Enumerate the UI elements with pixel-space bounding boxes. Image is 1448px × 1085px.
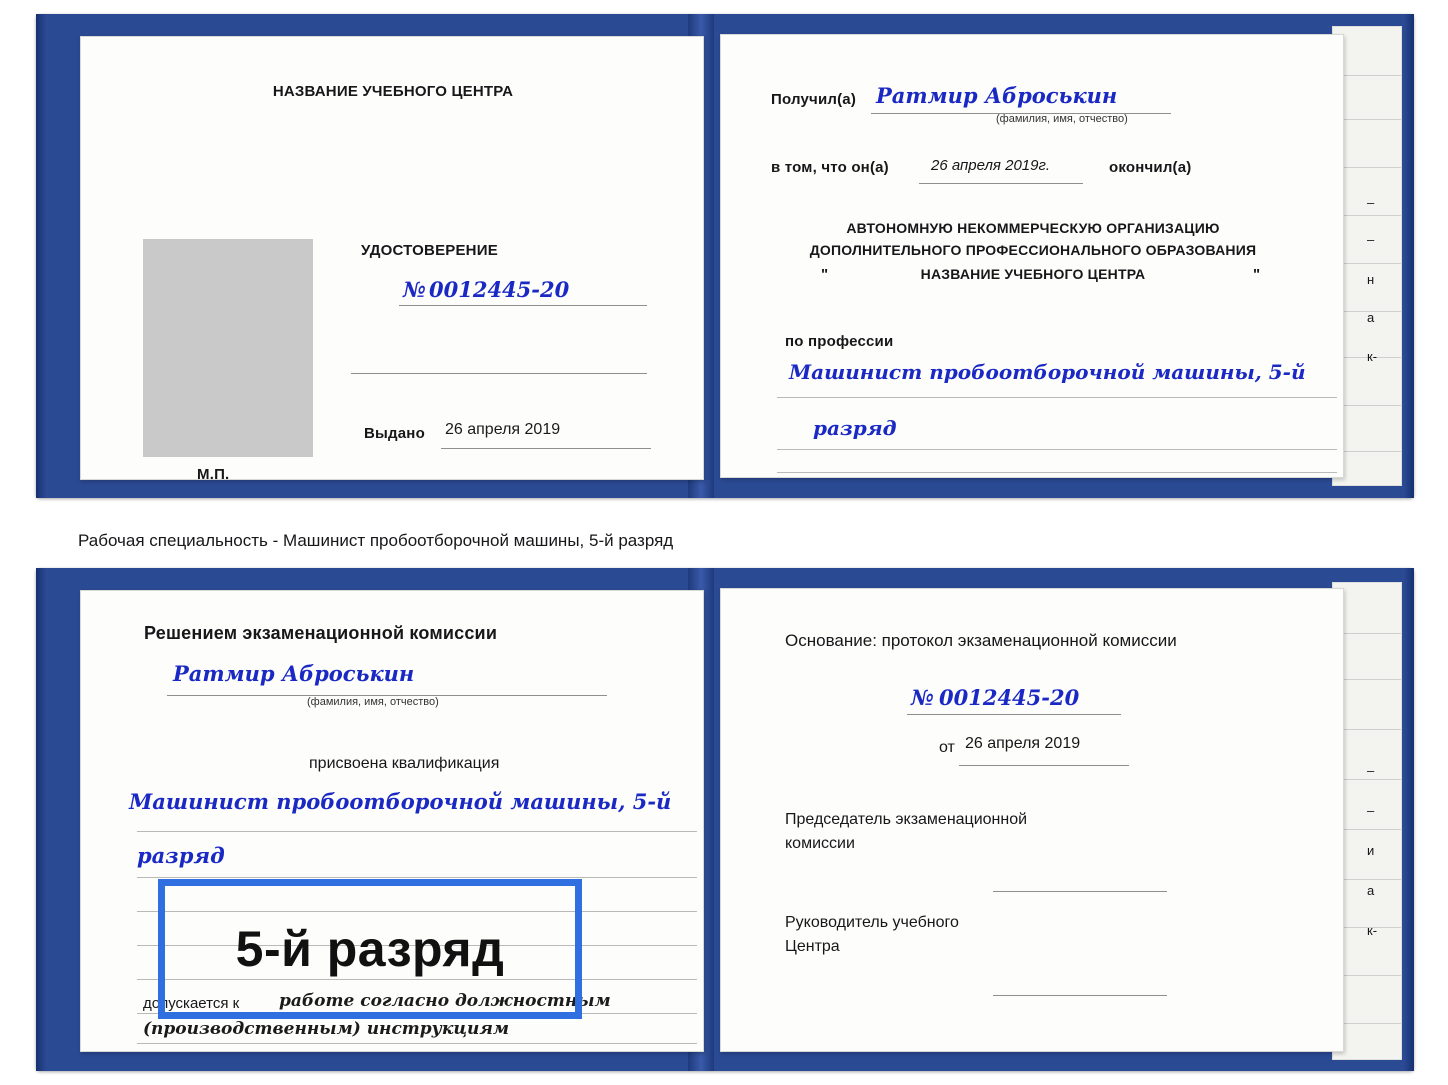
qualification-line-1: Машинист пробоотборочной машины, 5-й [129, 789, 672, 814]
cover-left-edge [36, 14, 46, 498]
blank-rule [351, 373, 647, 374]
document-title: УДОСТОВЕРЕНИЕ [361, 242, 498, 259]
org-name: НАЗВАНИЕ УЧЕБНОГО ЦЕНТРА [920, 266, 1146, 282]
commission-heading: Решением экзаменационной комиссии [144, 623, 498, 643]
stack-letter: – [1367, 803, 1375, 818]
chairman-line-2: комиссии [785, 835, 855, 852]
received-label: Получил(а) [771, 91, 857, 108]
protocol-rule [907, 714, 1121, 715]
stack-letter: а [1367, 883, 1375, 898]
finished-date: 26 апреля 2019г. [931, 157, 1051, 174]
top-right-page [720, 34, 1344, 478]
qual-rule-2 [137, 877, 697, 878]
stack-letter: и [1367, 843, 1375, 858]
stack-letter: а [1367, 310, 1375, 325]
document-number: 0012445-20 [429, 277, 570, 302]
that-he-label: в том, что он(а) [771, 159, 889, 176]
issued-label: Выдано [364, 425, 425, 442]
cover-right-edge-2 [1404, 568, 1414, 1071]
from-label: от [939, 739, 955, 756]
stack-letter: к- [1367, 349, 1378, 364]
stamp-label: М.П. [197, 466, 230, 483]
admitted-label: допускается к [143, 995, 240, 1012]
profession-line-2: разряд [813, 416, 897, 440]
basis-label: Основание: протокол экзаменационной комиссии [785, 631, 1177, 650]
issued-rule [441, 448, 651, 449]
profession-line-1: Машинист пробоотборочной машины, 5-й [789, 360, 1306, 384]
stack-letter: к- [1367, 923, 1378, 938]
protocol-number-sign: № [911, 685, 934, 710]
chairman-line-1: Председатель экзаменационной [785, 811, 1028, 828]
stack-letter: – [1367, 195, 1375, 210]
cover-right-edge [1404, 14, 1414, 498]
protocol-number: 0012445-20 [939, 685, 1080, 710]
top-left-page [80, 36, 704, 483]
name-hint: (фамилия, имя, отчество) [307, 696, 439, 708]
from-rule [959, 765, 1129, 766]
finished-rule [919, 183, 1083, 184]
name-hint: (фамилия, имя, отчество) [996, 113, 1128, 125]
profession-rule-1 [777, 397, 1337, 398]
stack-letter: – [1367, 763, 1375, 778]
chairman-signature-rule [993, 891, 1167, 892]
head-signature-rule [993, 995, 1167, 996]
number-sign: № [403, 277, 426, 302]
admitted-line-1: работе согласно должностным [279, 991, 611, 1011]
received-name: Ратмир Аброськин [876, 83, 1118, 108]
org-quote-open: " [821, 266, 829, 283]
qual-rule-1 [137, 831, 697, 832]
profession-label: по профессии [785, 333, 894, 350]
org-line-1: АВТОНОМНУЮ НЕКОММЕРЧЕСКУЮ ОРГАНИЗАЦИЮ [846, 220, 1220, 236]
qualification-line-2: разряд [137, 843, 225, 868]
bottom-right-page [720, 588, 1344, 1052]
from-date: 26 апреля 2019 [965, 735, 1081, 752]
stack-letter: – [1367, 232, 1375, 247]
org-line-2: ДОПОЛНИТЕЛЬНОГО ПРОФЕССИОНАЛЬНОГО ОБРАЗОВАНИЯ [809, 242, 1257, 258]
cover-left-edge-2 [36, 568, 46, 1071]
head-line-2: Центра [785, 938, 840, 955]
profession-rule-3 [777, 472, 1337, 473]
certificate-booklet-top [36, 14, 1414, 498]
head-line-1: Руководитель учебного [785, 914, 959, 931]
finished-label: окончил(а) [1109, 159, 1192, 176]
issued-date: 26 апреля 2019 [445, 421, 561, 438]
photo-placeholder [143, 239, 313, 457]
adm-rule-2 [137, 1043, 697, 1044]
profession-rule-2 [777, 449, 1337, 450]
highlight-label: 5-й разряд [235, 921, 505, 977]
holder-name: Ратмир Аброськин [173, 661, 415, 686]
org-quote-close: " [1253, 266, 1261, 283]
center-heading: НАЗВАНИЕ УЧЕБНОГО ЦЕНТРА [272, 83, 514, 100]
qualification-label: присвоена квалификация [309, 755, 500, 772]
admitted-line-2: (производственным) инструкциям [143, 1019, 510, 1039]
number-rule [399, 305, 647, 306]
image-caption: Рабочая специальность - Машинист пробоотборочной машины, 5-й разряд [78, 531, 674, 550]
stack-letter: н [1367, 272, 1375, 287]
